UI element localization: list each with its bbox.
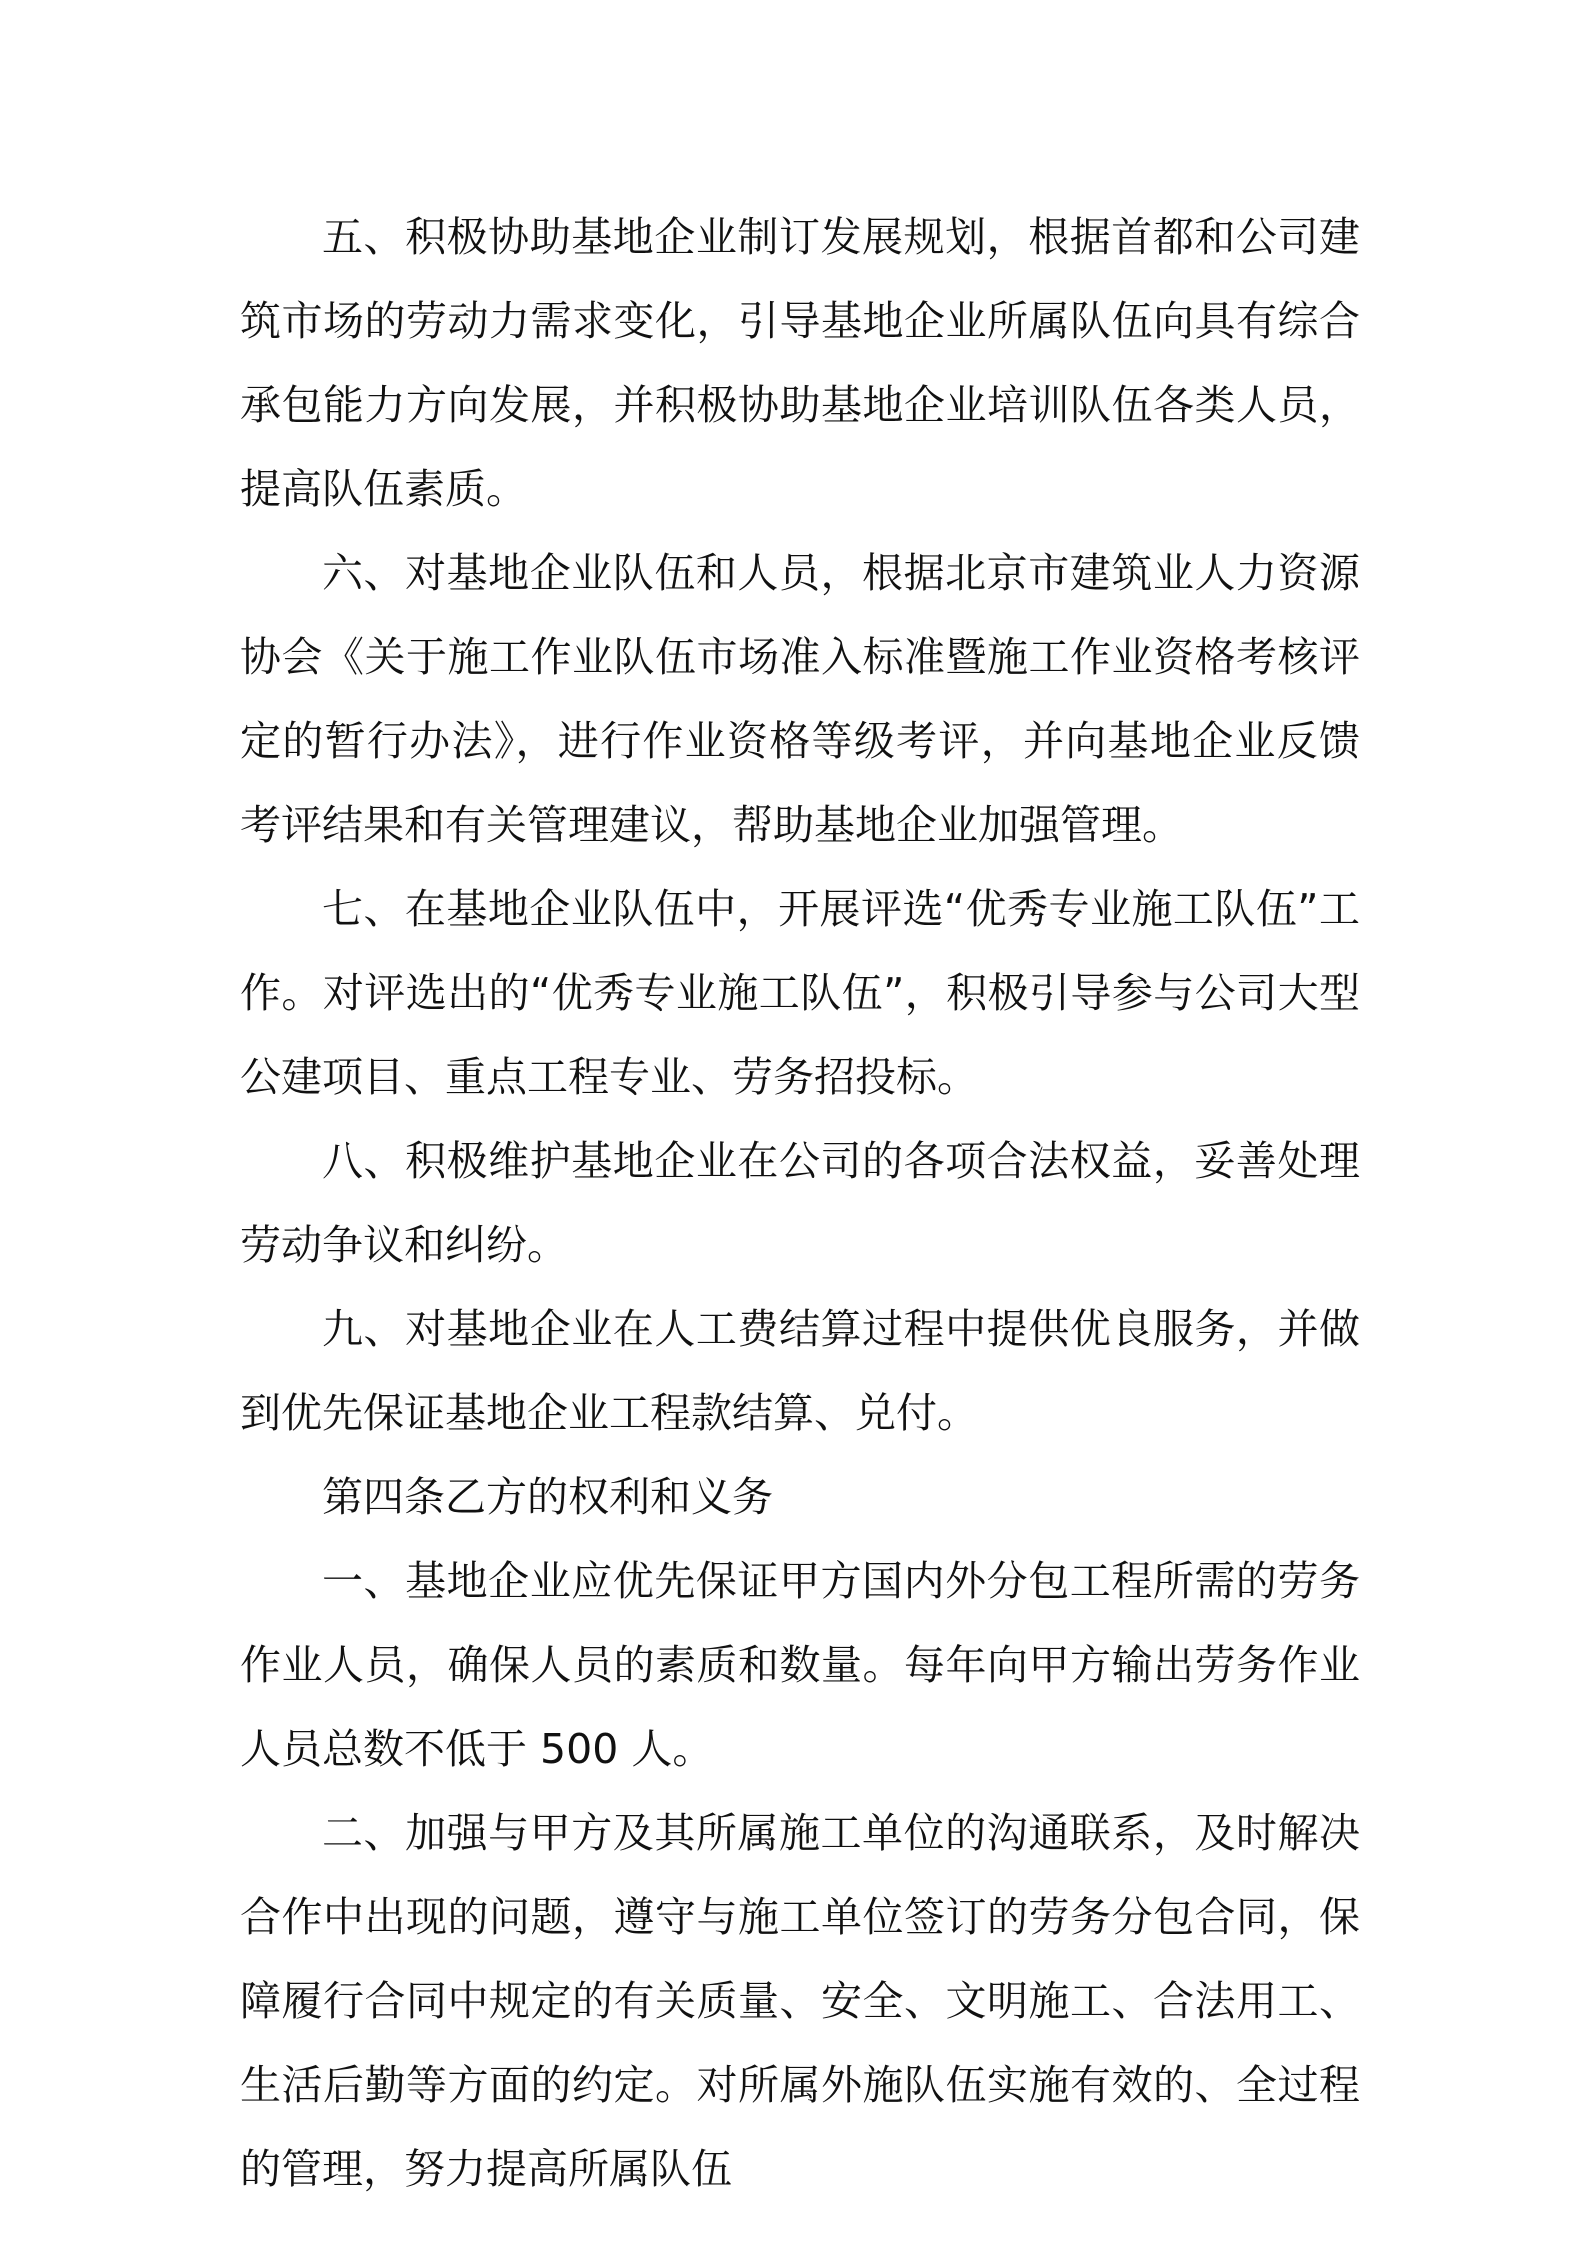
paragraph-1-labor-supply: 一、基地企业应优先保证甲方国内外分包工程所需的劳务作业人员，确保人员的素质和数量。每年向甲方输出劳务作业人员总数不低于 500 人。 — [240, 1557, 1360, 1773]
paragraph-2-communication: 二、加强与甲方及其所属施工单位的沟通联系，及时解决合作中出现的问题，遵守与施工单位签订的劳务分包合同，保障履行合同中规定的有关质量、安全、文明施工、合法用工、生活后勤等方面的约定。对所属外施队伍实施有效的、全过程的管理，努力提高所属队伍 — [240, 1809, 1360, 2193]
section-heading-article-4: 第四条乙方的权利和义务 — [322, 1473, 773, 1521]
document-body — [240, 195, 1360, 2211]
paragraph-5-planning: 五、积极协助基地企业制订发展规划，根据首都和公司建筑市场的劳动力需求变化，引导基地企业所属队伍向具有综合承包能力方向发展，并积极协助基地企业培训队伍各类人员，提高队伍素质。 — [240, 213, 1360, 513]
paragraph-8-rights: 八、积极维护基地企业在公司的各项合法权益，妥善处理劳动争议和纠纷。 — [240, 1137, 1360, 1269]
paragraph-7-excellent-team: 七、在基地企业队伍中，开展评选“优秀专业施工队伍”工作。对评选出的“优秀专业施工队伍”，积极引导参与公司大型公建项目、重点工程专业、劳务招投标。 — [240, 885, 1360, 1101]
paragraph-9-settlement: 九、对基地企业在人工费结算过程中提供优良服务，并做到优先保证基地企业工程款结算、兑付。 — [240, 1305, 1360, 1437]
paragraph-6-qualification: 六、对基地企业队伍和人员，根据北京市建筑业人力资源协会《关于施工作业队伍市场准入标准暨施工作业资格考核评定的暂行办法》，进行作业资格等级考评，并向基地企业反馈考评结果和有关管理建议，帮助基地企业加强管理。 — [240, 549, 1360, 849]
